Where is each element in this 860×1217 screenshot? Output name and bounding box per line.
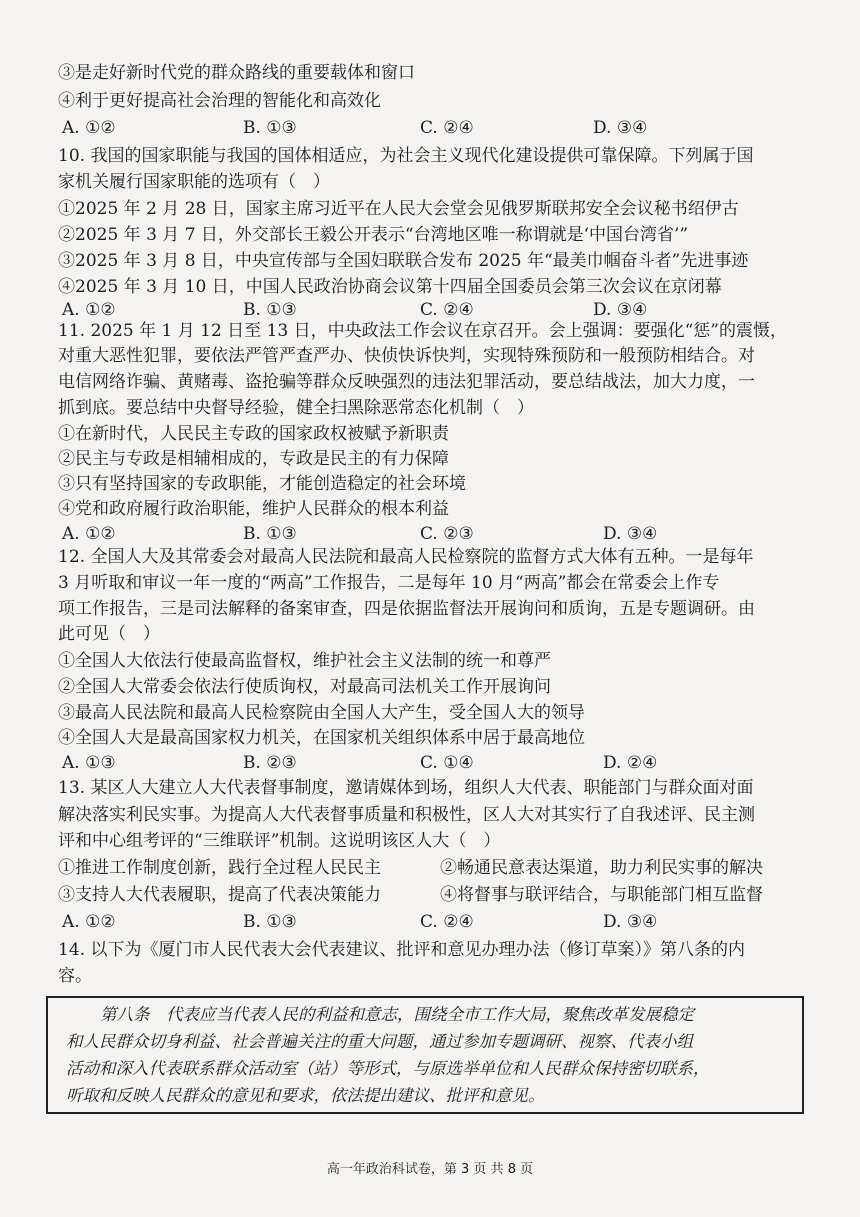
q12-options bbox=[58, 750, 818, 776]
q13-statement-4: ④将督事与联评结合，与职能部门相互监督 bbox=[440, 885, 763, 905]
q9-option-a: A. ①② bbox=[62, 118, 116, 138]
q12-option-b: B. ②③ bbox=[243, 753, 297, 773]
q9-option-d: D. ③④ bbox=[593, 118, 648, 138]
q12-statement-3: ③最高人民法院和最高人民检察院由全国人大产生，受全国人大的领导 bbox=[58, 703, 585, 723]
regulation-article-box bbox=[46, 996, 804, 1114]
q9-options bbox=[58, 115, 818, 141]
article-line-3: 活动和深入代表联系群众活动室（站）等形式，与原选举单位和人民群众保持密切联系， bbox=[66, 1059, 710, 1078]
q14-stem-line-1: 14. 以下为《厦门市人民代表大会代表建议、批评和意见办理办法（修订草案）》第八条的内 bbox=[58, 940, 745, 960]
q12-stem-line-4: 此可见（ ） bbox=[58, 624, 160, 644]
q10-option-d: D. ③④ bbox=[593, 300, 648, 320]
q10-statement-3: ③2025 年 3 月 8 日，中央宣传部与全国妇联联合发布 2025 年“最美巾帼奋斗者”先进事迹 bbox=[58, 251, 749, 271]
q11-statement-1: ①在新时代，人民民主专政的国家政权被赋予新职责 bbox=[58, 424, 449, 444]
q11-stem-line-2: 对重大恶性犯罪，要依法严管严查严办、快侦快诉快判，实现特殊预防和一般预防相结合。对 bbox=[58, 346, 755, 366]
q13-statement-3: ③支持人大代表履职，提高了代表决策能力 bbox=[58, 885, 381, 905]
q12-option-c: C. ①④ bbox=[420, 753, 474, 773]
q9-option-b: B. ①③ bbox=[243, 118, 297, 138]
article-line-2: 和人民群众切身利益、社会普遍关注的重大问题，通过参加专题调研、视察、代表小组 bbox=[66, 1032, 693, 1051]
q10-statement-1: ①2025 年 2 月 28 日，国家主席习近平在人民大会堂会见俄罗斯联邦安全会议秘书绍伊古 bbox=[58, 199, 739, 219]
q10-stem-line-2: 家机关履行国家职能的选项有（ ） bbox=[58, 172, 330, 192]
q12-stem-line-3: 项工作报告，三是司法解释的备案审查，四是依据监督法开展询问和质询，五是专题调研。由 bbox=[58, 599, 755, 619]
q13-statement-2: ②畅通民意表达渠道，助力利民实事的解决 bbox=[440, 858, 763, 878]
q13-stem-line-2: 解决落实利民实事。为提高人大代表督事质量和积极性，区人大对其实行了自我述评、民主测 bbox=[58, 805, 755, 825]
q10-option-b: B. ①③ bbox=[243, 300, 297, 320]
article-line-4: 听取和反映人民群众的意见和要求，依法提出建议、批评和意见。 bbox=[66, 1086, 545, 1105]
q12-stem-line-2: 3 月听取和审议一年一度的“两高”工作报告，二是每年 10 月“两高”都会在常委会上作专 bbox=[58, 573, 720, 593]
q11-statement-4: ④党和政府履行政治职能，维护人民群众的根本利益 bbox=[58, 499, 449, 519]
q11-option-d: D. ③④ bbox=[603, 524, 658, 544]
q13-options bbox=[58, 909, 818, 935]
q11-statement-3: ③只有坚持国家的专政职能，才能创造稳定的社会环境 bbox=[58, 474, 466, 494]
q13-statement-1: ①推进工作制度创新，践行全过程人民民主 bbox=[58, 858, 381, 878]
article-line-1: 第八条 代表应当代表人民的利益和意志，围绕全市工作大局，聚焦改革发展稳定 bbox=[100, 1005, 694, 1024]
q13-option-d: D. ③④ bbox=[603, 912, 658, 932]
q11-option-a: A. ①② bbox=[62, 524, 116, 544]
q11-statement-2: ②民主与专政是相辅相成的，专政是民主的有力保障 bbox=[58, 449, 449, 469]
q10-option-a: A. ①② bbox=[62, 300, 116, 320]
q11-option-b: B. ①③ bbox=[243, 524, 297, 544]
q12-statement-4: ④全国人大是最高国家权力机关，在国家机关组织体系中居于最高地位 bbox=[58, 728, 585, 748]
q13-stem-line-3: 评和中心组考评的“三维联评”机制。这说明该区人大（ ） bbox=[58, 831, 501, 851]
q10-stem-line-1: 10. 我国的国家职能与我国的国体相适应，为社会主义现代化建设提供可靠保障。下列属于国 bbox=[58, 146, 754, 166]
q12-option-a: A. ①③ bbox=[62, 753, 116, 773]
q10-option-c: C. ②④ bbox=[420, 300, 474, 320]
q13-stem-line-1: 13. 某区人大建立人大代表督事制度，邀请媒体到场，组织人大代表、职能部门与群众面对面 bbox=[58, 778, 754, 798]
q9-statement-4: ④利于更好提高社会治理的智能化和高效化 bbox=[58, 91, 381, 111]
q11-stem-line-4: 抓到底。要总结中央督导经验，健全扫黑除恶常态化机制（ ） bbox=[58, 398, 534, 418]
q11-stem-line-3: 电信网络诈骗、黄赌毒、盗抢骗等群众反映强烈的违法犯罪活动，要总结战法，加大力度，一 bbox=[58, 372, 755, 392]
q13-statements-row-1 bbox=[58, 855, 818, 881]
q12-stem-line-1: 12. 全国人大及其常委会对最高人民法院和最高人民检察院的监督方式大体有五种。一是每年 bbox=[58, 547, 754, 567]
q12-option-d: D. ②④ bbox=[603, 753, 658, 773]
q11-option-c: C. ②③ bbox=[420, 524, 474, 544]
q11-stem-line-1: 11. 2025 年 1 月 12 日至 13 日，中央政法工作会议在京召开。会上强调：要强化“惩”的震慑， bbox=[58, 321, 787, 341]
q13-statements-row-2 bbox=[58, 882, 818, 908]
q10-statement-2: ②2025 年 3 月 7 日，外交部长王毅公开表示“台湾地区唯一称谓就是‘中国台湾省’” bbox=[58, 225, 689, 245]
q12-statement-2: ②全国人大常委会依法行使质询权，对最高司法机关工作开展询问 bbox=[58, 677, 551, 697]
q13-option-a: A. ①② bbox=[62, 912, 116, 932]
q10-statement-4: ④2025 年 3 月 10 日，中国人民政治协商会议第十四届全国委员会第三次会议在京闭幕 bbox=[58, 277, 722, 297]
q13-option-b: B. ①③ bbox=[243, 912, 297, 932]
q12-statement-1: ①全国人大依法行使最高监督权，维护社会主义法制的统一和尊严 bbox=[58, 651, 551, 671]
q9-option-c: C. ②④ bbox=[420, 118, 474, 138]
page-footer: 高一年政治科试卷，第 3 页 共 8 页 bbox=[326, 1162, 534, 1177]
q14-stem-line-2: 容。 bbox=[58, 966, 92, 986]
q9-statement-3: ③是走好新时代党的群众路线的重要载体和窗口 bbox=[58, 63, 415, 83]
q13-option-c: C. ②④ bbox=[420, 912, 474, 932]
